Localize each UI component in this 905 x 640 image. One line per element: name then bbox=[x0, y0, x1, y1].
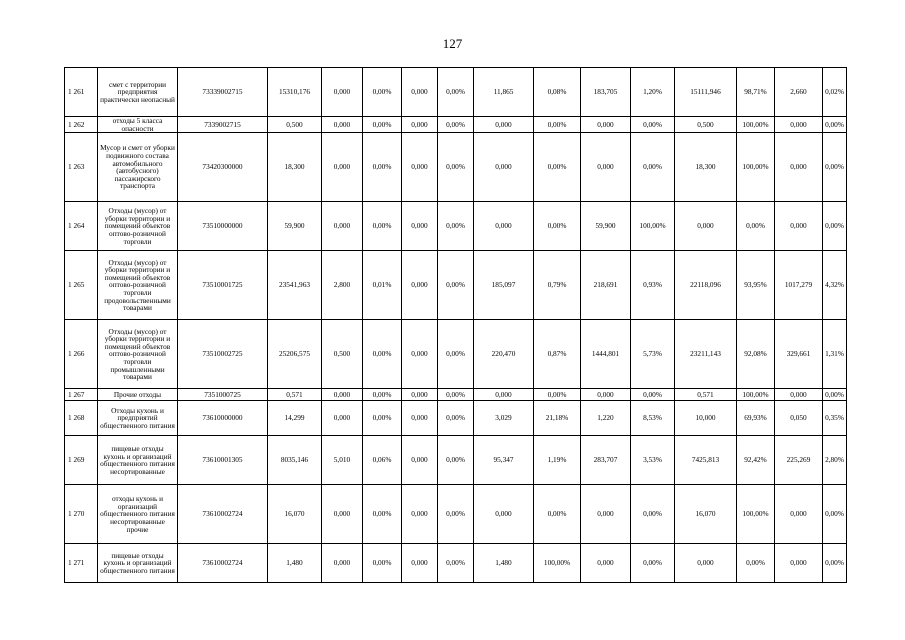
value-cell: 0,000 bbox=[474, 485, 534, 544]
value-cell: 0,00% bbox=[363, 68, 402, 117]
waste-code: 73510002725 bbox=[178, 320, 268, 389]
value-cell: 0,00% bbox=[737, 202, 775, 251]
value-cell: 0,00% bbox=[438, 68, 474, 117]
value-cell: 0,571 bbox=[675, 389, 737, 401]
value-cell: 0,35% bbox=[823, 401, 847, 436]
value-cell: 100,00% bbox=[737, 133, 775, 202]
value-cell: 100,00% bbox=[737, 485, 775, 544]
value-cell: 0,000 bbox=[474, 133, 534, 202]
value-cell: 1017,279 bbox=[775, 251, 823, 320]
row-number: 1 261 bbox=[65, 68, 98, 117]
value-cell: 0,00% bbox=[631, 117, 675, 133]
value-cell: 3,53% bbox=[631, 436, 675, 485]
waste-code: 73339002715 bbox=[178, 68, 268, 117]
row-number: 1 265 bbox=[65, 251, 98, 320]
value-cell: 0,00% bbox=[363, 202, 402, 251]
value-cell: 0,000 bbox=[402, 117, 438, 133]
value-cell: 23541,963 bbox=[268, 251, 322, 320]
value-cell: 0,00% bbox=[363, 389, 402, 401]
value-cell: 4,32% bbox=[823, 251, 847, 320]
value-cell: 16,070 bbox=[268, 485, 322, 544]
waste-code: 73610001305 bbox=[178, 436, 268, 485]
value-cell: 2,660 bbox=[775, 68, 823, 117]
value-cell: 100,00% bbox=[631, 202, 675, 251]
waste-code: 73610002724 bbox=[178, 544, 268, 583]
value-cell: 93,95% bbox=[737, 251, 775, 320]
value-cell: 218,691 bbox=[581, 251, 631, 320]
value-cell: 0,000 bbox=[322, 544, 363, 583]
value-cell: 0,000 bbox=[322, 389, 363, 401]
value-cell: 14,299 bbox=[268, 401, 322, 436]
waste-name: отходы кухонь и организаций общественного питания несортированные прочие bbox=[98, 485, 178, 544]
value-cell: 0,00% bbox=[737, 544, 775, 583]
value-cell: 1,20% bbox=[631, 68, 675, 117]
value-cell: 0,06% bbox=[363, 436, 402, 485]
waste-name: пищевые отходы кухонь и организаций общественного питания несортированные bbox=[98, 436, 178, 485]
waste-name: Отходы кухонь и предприятий общественного питания bbox=[98, 401, 178, 436]
value-cell: 0,00% bbox=[363, 133, 402, 202]
table-row bbox=[65, 436, 847, 485]
row-number: 1 266 bbox=[65, 320, 98, 389]
value-cell: 0,000 bbox=[581, 117, 631, 133]
value-cell: 283,707 bbox=[581, 436, 631, 485]
value-cell: 0,00% bbox=[823, 389, 847, 401]
value-cell: 1444,801 bbox=[581, 320, 631, 389]
value-cell: 0,00% bbox=[534, 133, 581, 202]
value-cell: 0,000 bbox=[474, 117, 534, 133]
value-cell: 100,00% bbox=[737, 117, 775, 133]
waste-name: пищевые отходы кухонь и организаций общественного питания bbox=[98, 544, 178, 583]
table-row bbox=[65, 117, 847, 133]
waste-name: Отходы (мусор) от уборки территории и помещений объектов оптово-розничной торговли продовольственными товарами bbox=[98, 251, 178, 320]
value-cell: 25206,575 bbox=[268, 320, 322, 389]
value-cell: 0,00% bbox=[438, 133, 474, 202]
row-number: 1 271 bbox=[65, 544, 98, 583]
row-number: 1 264 bbox=[65, 202, 98, 251]
value-cell: 8,53% bbox=[631, 401, 675, 436]
value-cell: 0,00% bbox=[823, 202, 847, 251]
value-cell: 0,00% bbox=[363, 544, 402, 583]
value-cell: 23211,143 bbox=[675, 320, 737, 389]
waste-code: 73510001725 bbox=[178, 251, 268, 320]
value-cell: 0,000 bbox=[402, 401, 438, 436]
value-cell: 8035,146 bbox=[268, 436, 322, 485]
waste-name: смет с территории предприятия практически неопасный bbox=[98, 68, 178, 117]
value-cell: 3,029 bbox=[474, 401, 534, 436]
value-cell: 185,097 bbox=[474, 251, 534, 320]
value-cell: 0,500 bbox=[268, 117, 322, 133]
value-cell: 0,000 bbox=[402, 436, 438, 485]
value-cell: 0,000 bbox=[402, 251, 438, 320]
value-cell: 0,000 bbox=[581, 544, 631, 583]
value-cell: 0,000 bbox=[775, 544, 823, 583]
value-cell: 0,000 bbox=[474, 389, 534, 401]
value-cell: 0,000 bbox=[775, 117, 823, 133]
value-cell: 18,300 bbox=[268, 133, 322, 202]
value-cell: 0,00% bbox=[363, 320, 402, 389]
value-cell: 0,000 bbox=[775, 202, 823, 251]
waste-code: 73420300000 bbox=[178, 133, 268, 202]
row-number: 1 262 bbox=[65, 117, 98, 133]
value-cell: 59,900 bbox=[581, 202, 631, 251]
value-cell: 22118,096 bbox=[675, 251, 737, 320]
value-cell: 0,000 bbox=[322, 68, 363, 117]
value-cell: 0,02% bbox=[823, 68, 847, 117]
value-cell: 0,571 bbox=[268, 389, 322, 401]
table-row bbox=[65, 544, 847, 583]
value-cell: 0,000 bbox=[675, 202, 737, 251]
value-cell: 0,00% bbox=[823, 133, 847, 202]
value-cell: 0,000 bbox=[322, 401, 363, 436]
value-cell: 0,050 bbox=[775, 401, 823, 436]
value-cell: 0,000 bbox=[402, 320, 438, 389]
value-cell: 0,00% bbox=[631, 389, 675, 401]
table-row bbox=[65, 401, 847, 436]
value-cell: 0,00% bbox=[438, 202, 474, 251]
value-cell: 0,000 bbox=[322, 202, 363, 251]
value-cell: 0,000 bbox=[474, 202, 534, 251]
waste-code: 7351000725 bbox=[178, 389, 268, 401]
value-cell: 5,73% bbox=[631, 320, 675, 389]
value-cell: 0,79% bbox=[534, 251, 581, 320]
value-cell: 0,00% bbox=[438, 485, 474, 544]
value-cell: 0,000 bbox=[402, 389, 438, 401]
value-cell: 1,480 bbox=[474, 544, 534, 583]
value-cell: 0,000 bbox=[775, 389, 823, 401]
value-cell: 0,000 bbox=[675, 544, 737, 583]
value-cell: 0,000 bbox=[322, 485, 363, 544]
waste-table bbox=[64, 67, 847, 583]
row-number: 1 268 bbox=[65, 401, 98, 436]
value-cell: 69,93% bbox=[737, 401, 775, 436]
value-cell: 0,00% bbox=[823, 544, 847, 583]
value-cell: 0,000 bbox=[581, 133, 631, 202]
value-cell: 0,00% bbox=[438, 320, 474, 389]
value-cell: 0,00% bbox=[438, 389, 474, 401]
table-row bbox=[65, 133, 847, 202]
value-cell: 15310,176 bbox=[268, 68, 322, 117]
value-cell: 0,00% bbox=[534, 389, 581, 401]
value-cell: 0,87% bbox=[534, 320, 581, 389]
table-row bbox=[65, 320, 847, 389]
waste-name: Отходы (мусор) от уборки территории и помещений объектов оптово-розничной торговли промышленными товарами bbox=[98, 320, 178, 389]
table-row bbox=[65, 389, 847, 401]
value-cell: 225,269 bbox=[775, 436, 823, 485]
value-cell: 0,00% bbox=[823, 485, 847, 544]
value-cell: 0,000 bbox=[402, 133, 438, 202]
waste-code: 73510000000 bbox=[178, 202, 268, 251]
value-cell: 100,00% bbox=[737, 389, 775, 401]
value-cell: 0,00% bbox=[438, 117, 474, 133]
value-cell: 0,00% bbox=[631, 133, 675, 202]
value-cell: 0,00% bbox=[438, 436, 474, 485]
value-cell: 0,00% bbox=[534, 485, 581, 544]
row-number: 1 270 bbox=[65, 485, 98, 544]
value-cell: 0,00% bbox=[438, 251, 474, 320]
value-cell: 11,865 bbox=[474, 68, 534, 117]
value-cell: 18,300 bbox=[675, 133, 737, 202]
value-cell: 0,500 bbox=[322, 320, 363, 389]
value-cell: 0,000 bbox=[402, 544, 438, 583]
value-cell: 0,000 bbox=[402, 485, 438, 544]
value-cell: 0,00% bbox=[363, 401, 402, 436]
value-cell: 59,900 bbox=[268, 202, 322, 251]
value-cell: 1,480 bbox=[268, 544, 322, 583]
waste-code: 73610002724 bbox=[178, 485, 268, 544]
table-row bbox=[65, 485, 847, 544]
value-cell: 0,00% bbox=[438, 544, 474, 583]
table-body bbox=[65, 68, 847, 583]
table-row bbox=[65, 251, 847, 320]
value-cell: 15111,946 bbox=[675, 68, 737, 117]
waste-name: Прочие отходы bbox=[98, 389, 178, 401]
value-cell: 0,000 bbox=[775, 133, 823, 202]
row-number: 1 263 bbox=[65, 133, 98, 202]
waste-code: 7339002715 bbox=[178, 117, 268, 133]
waste-name: отходы 5 класса опасности bbox=[98, 117, 178, 133]
row-number: 1 269 bbox=[65, 436, 98, 485]
waste-name: Мусор и смет от уборки подвижного состава автомобильного (автобусного) пассажирского транспорта bbox=[98, 133, 178, 202]
value-cell: 0,000 bbox=[322, 133, 363, 202]
value-cell: 0,00% bbox=[534, 117, 581, 133]
value-cell: 0,000 bbox=[581, 389, 631, 401]
value-cell: 0,000 bbox=[402, 202, 438, 251]
value-cell: 92,42% bbox=[737, 436, 775, 485]
value-cell: 100,00% bbox=[534, 544, 581, 583]
value-cell: 1,220 bbox=[581, 401, 631, 436]
value-cell: 0,00% bbox=[534, 202, 581, 251]
value-cell: 0,00% bbox=[631, 544, 675, 583]
value-cell: 0,000 bbox=[402, 68, 438, 117]
value-cell: 0,00% bbox=[363, 117, 402, 133]
value-cell: 0,00% bbox=[438, 401, 474, 436]
row-number: 1 267 bbox=[65, 389, 98, 401]
value-cell: 21,18% bbox=[534, 401, 581, 436]
value-cell: 0,01% bbox=[363, 251, 402, 320]
value-cell: 2,80% bbox=[823, 436, 847, 485]
value-cell: 0,000 bbox=[322, 117, 363, 133]
page-number: 127 bbox=[442, 36, 463, 51]
value-cell: 183,705 bbox=[581, 68, 631, 117]
value-cell: 2,800 bbox=[322, 251, 363, 320]
waste-code: 73610000000 bbox=[178, 401, 268, 436]
value-cell: 98,71% bbox=[737, 68, 775, 117]
table-row bbox=[65, 202, 847, 251]
value-cell: 0,00% bbox=[823, 117, 847, 133]
value-cell: 0,000 bbox=[581, 485, 631, 544]
value-cell: 0,93% bbox=[631, 251, 675, 320]
value-cell: 1,19% bbox=[534, 436, 581, 485]
value-cell: 1,31% bbox=[823, 320, 847, 389]
value-cell: 0,00% bbox=[631, 485, 675, 544]
value-cell: 329,661 bbox=[775, 320, 823, 389]
table-row bbox=[65, 68, 847, 117]
value-cell: 220,470 bbox=[474, 320, 534, 389]
value-cell: 0,500 bbox=[675, 117, 737, 133]
value-cell: 0,00% bbox=[363, 485, 402, 544]
value-cell: 10,000 bbox=[675, 401, 737, 436]
value-cell: 95,347 bbox=[474, 436, 534, 485]
waste-name: Отходы (мусор) от уборки территории и помещений объектов оптово-розничной торговли bbox=[98, 202, 178, 251]
value-cell: 92,08% bbox=[737, 320, 775, 389]
value-cell: 0,000 bbox=[775, 485, 823, 544]
value-cell: 0,08% bbox=[534, 68, 581, 117]
value-cell: 5,010 bbox=[322, 436, 363, 485]
value-cell: 16,070 bbox=[675, 485, 737, 544]
value-cell: 7425,813 bbox=[675, 436, 737, 485]
